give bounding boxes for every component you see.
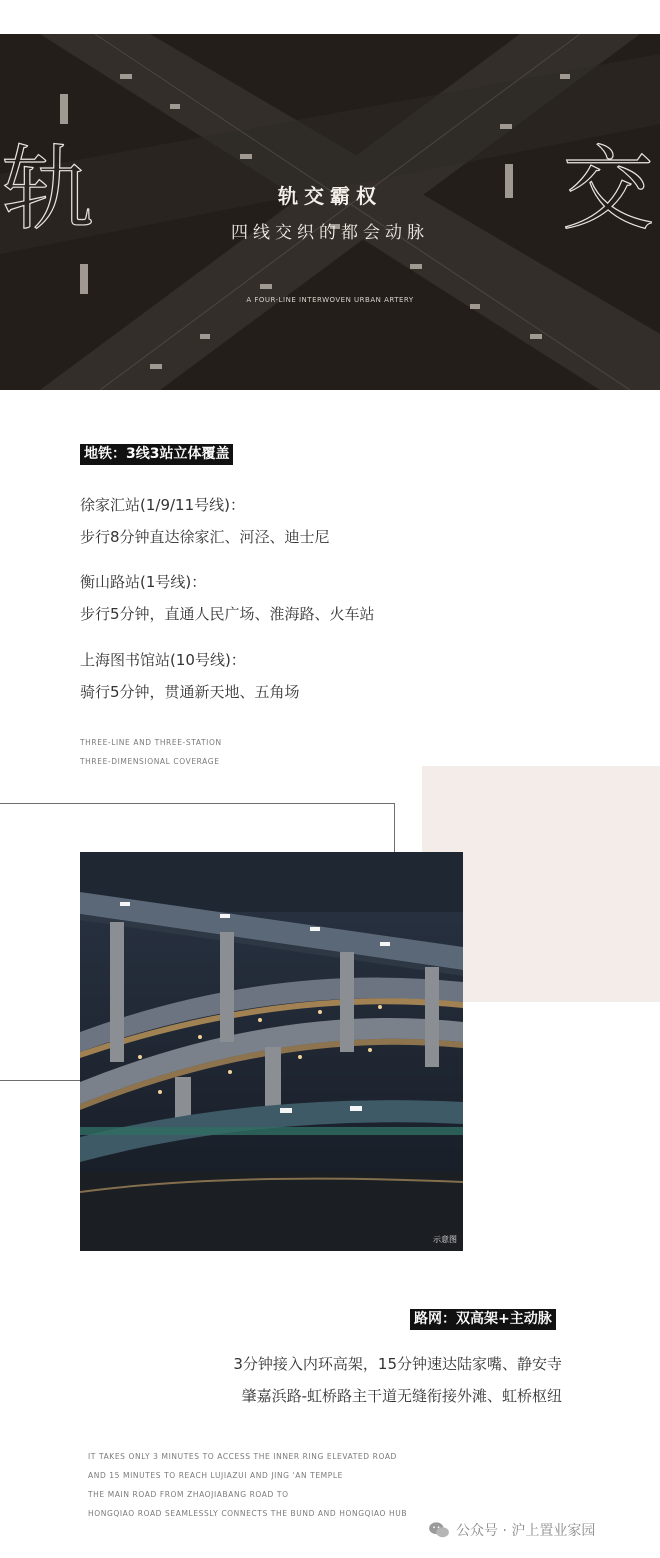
road-desc-line: 肇嘉浜路-虹桥路主干道无缝衔接外滩、虹桥枢纽: [241, 1387, 562, 1405]
road-en-line: IT TAKES ONLY 3 MINUTES TO ACCESS THE INNER RING ELEVATED ROAD: [88, 1452, 397, 1461]
road-en-line: HONGQIAO ROAD SEAMLESSLY CONNECTS THE BUND AND HONGQIAO HUB: [88, 1509, 408, 1518]
road-en-line: THE MAIN ROAD FROM ZHAOJIABANG ROAD TO: [88, 1490, 289, 1499]
highway-aerial-image: [0, 34, 660, 390]
station-desc: 步行8分钟直达徐家汇、河泾、迪士尼: [80, 528, 330, 546]
overpass-night-photo: [80, 852, 463, 1251]
station-name: 衡山路站(1号线)：: [80, 573, 207, 591]
photo-caption: 示意图: [433, 1235, 457, 1244]
wechat-icon: [428, 1521, 450, 1539]
watermark-text: 公众号 · 沪上置业家园: [456, 1523, 596, 1539]
road-en-line: AND 15 MINUTES TO REACH LUJIAZUI AND JING 'AN TEMPLE: [88, 1471, 343, 1480]
hero-subtitle-en: A FOUR-LINE INTERWOVEN URBAN ARTERY: [246, 296, 414, 304]
frame-line-right: [394, 803, 395, 853]
frame-line-top: [0, 803, 395, 804]
station-name: 上海图书馆站(10号线)：: [80, 651, 246, 669]
hero-banner: [0, 34, 660, 390]
hero-big-char-left: 轨: [2, 136, 95, 243]
metro-tag: 地铁：3线3站立体覆盖: [80, 444, 233, 465]
station-desc: 步行5分钟，直通人民广场、淮海路、火车站: [80, 605, 375, 623]
frame-line-bottom: [0, 1080, 80, 1081]
road-tag: 路网：双高架+主动脉: [410, 1309, 556, 1330]
metro-en-line: THREE-LINE AND THREE-STATION: [80, 738, 222, 747]
road-desc-line: 3分钟接入内环高架，15分钟速达陆家嘴、静安寺: [233, 1355, 562, 1373]
account-watermark: [428, 1520, 595, 1540]
metro-en-line: THREE-DIMENSIONAL COVERAGE: [80, 757, 220, 766]
hero-big-char-right: 交: [562, 136, 655, 243]
hero-title: 轨交霸权: [278, 184, 382, 208]
station-name: 徐家汇站(1/9/11号线)：: [80, 496, 245, 514]
station-desc: 骑行5分钟，贯通新天地、五角场: [80, 683, 300, 701]
hero-subtitle: 四线交织的都会动脉: [231, 223, 429, 243]
